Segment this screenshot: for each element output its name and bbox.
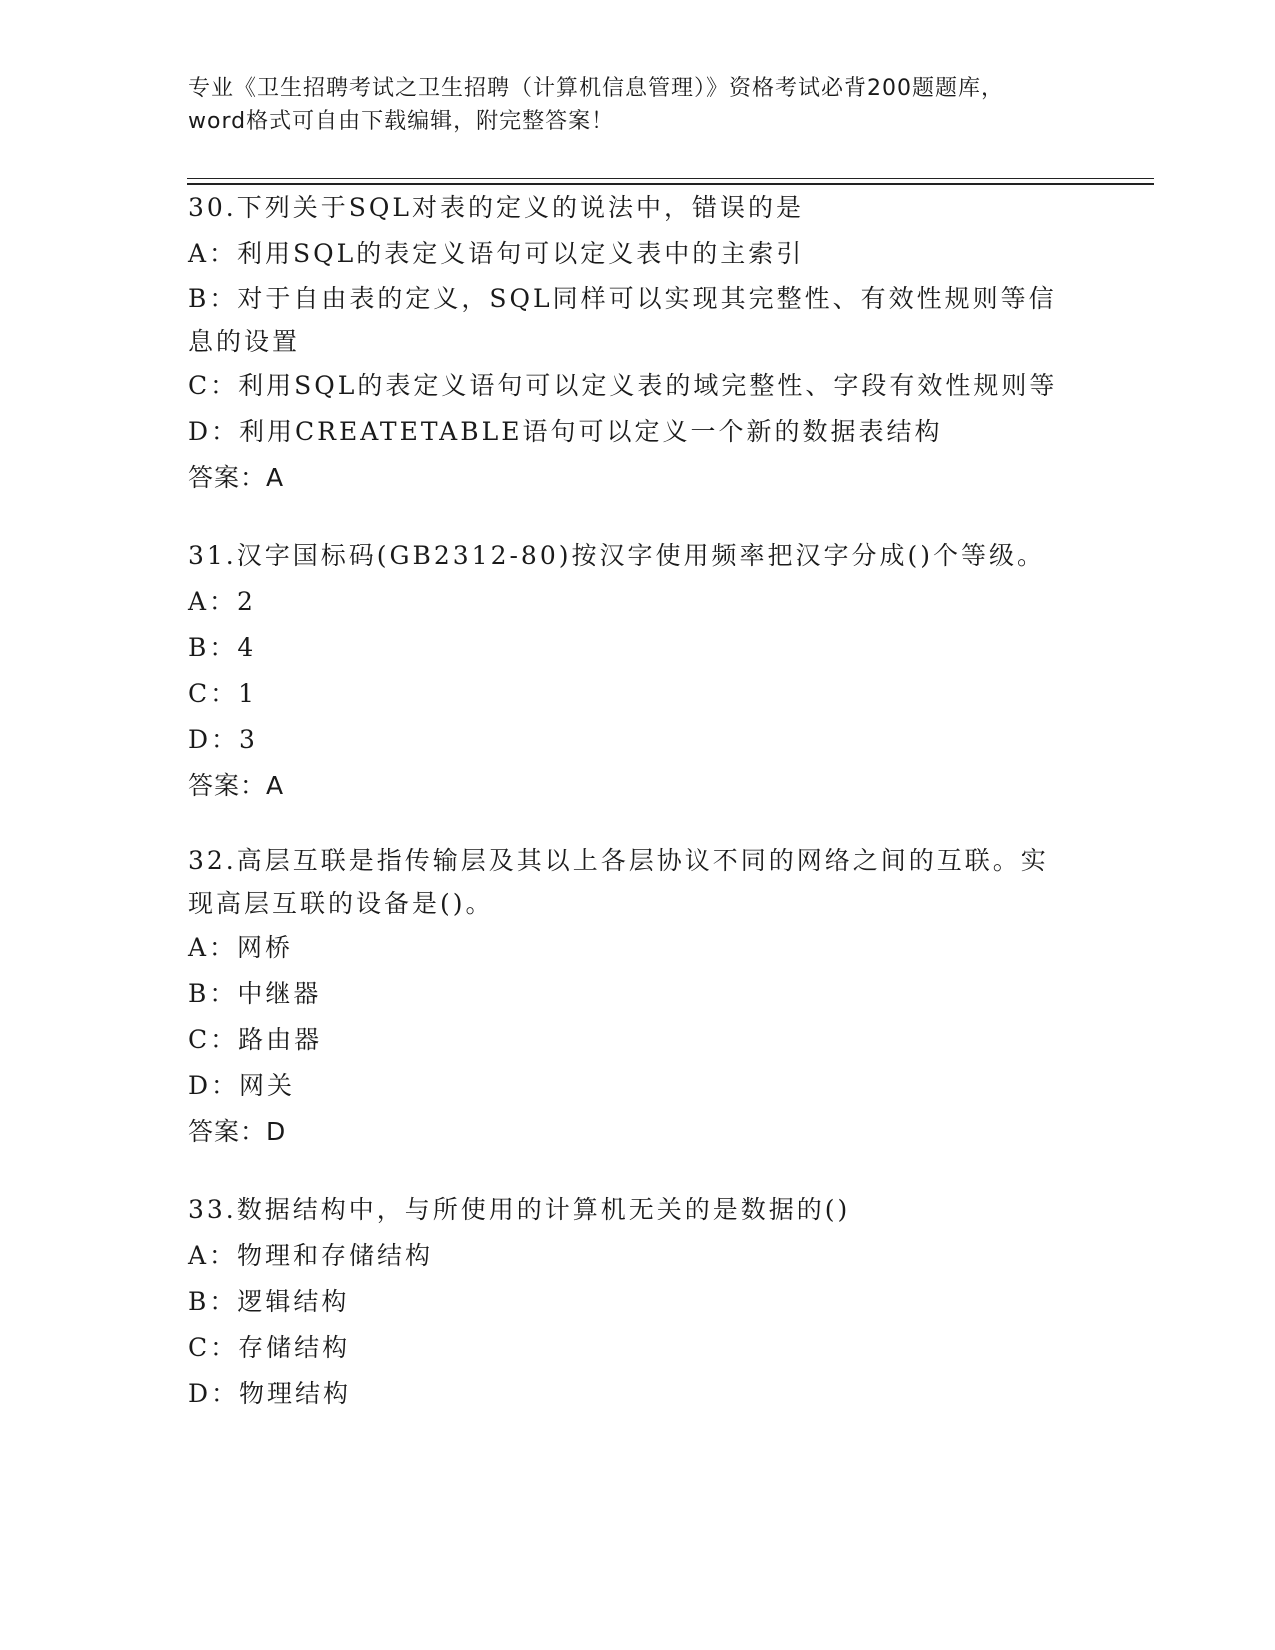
question-stem: 32.高层互联是指传输层及其以上各层协议不同的网络之间的互联。实	[188, 846, 1049, 875]
answer: 答案：D	[188, 1117, 287, 1146]
option-a: A：2	[188, 587, 256, 616]
option-b: B：对于自由表的定义，SQL同样可以实现其完整性、有效性规则等信	[188, 284, 1057, 313]
answer: 答案：A	[188, 463, 285, 492]
option-b-continued: 息的设置	[188, 327, 301, 356]
option-b: B：逻辑结构	[188, 1287, 350, 1316]
question-32	[188, 839, 1088, 1155]
question-stem: 33.数据结构中，与所使用的计算机无关的是数据的()	[188, 1195, 851, 1224]
question-31	[188, 533, 1088, 809]
header-divider-thin	[187, 178, 1154, 179]
option-a: A：网桥	[188, 933, 294, 962]
option-d: D：3	[188, 725, 258, 754]
header-line-1: 专业《卫生招聘考试之卫生招聘（计算机信息管理）》资格考试必背200题题库，	[188, 76, 1004, 101]
option-c: C：1	[188, 679, 258, 708]
option-b: B：中继器	[188, 979, 322, 1008]
question-stem: 31.汉字国标码(GB2312-80)按汉字使用频率把汉字分成()个等级。	[188, 541, 1045, 570]
question-30	[188, 185, 1088, 501]
option-d: D：利用CREATETABLE语句可以定义一个新的数据表结构	[188, 417, 943, 446]
option-b: B：4	[188, 633, 257, 662]
option-d: D：网关	[188, 1071, 296, 1100]
option-c: C：利用SQL的表定义语句可以定义表的域完整性、字段有效性规则等	[188, 371, 1058, 400]
question-33	[188, 1187, 1088, 1417]
option-a: A：利用SQL的表定义语句可以定义表中的主索引	[188, 239, 805, 268]
question-stem: 30.下列关于SQL对表的定义的说法中，错误的是	[188, 193, 804, 222]
option-c: C：存储结构	[188, 1333, 351, 1362]
question-stem-continued: 现高层互联的设备是()。	[188, 889, 494, 918]
header-line-2: word格式可自由下载编辑，附完整答案！	[188, 109, 615, 134]
option-a: A：物理和存储结构	[188, 1241, 434, 1270]
document-header	[188, 72, 1088, 138]
answer: 答案：A	[188, 771, 285, 800]
option-d: D：物理结构	[188, 1379, 352, 1408]
option-c: C：路由器	[188, 1025, 323, 1054]
